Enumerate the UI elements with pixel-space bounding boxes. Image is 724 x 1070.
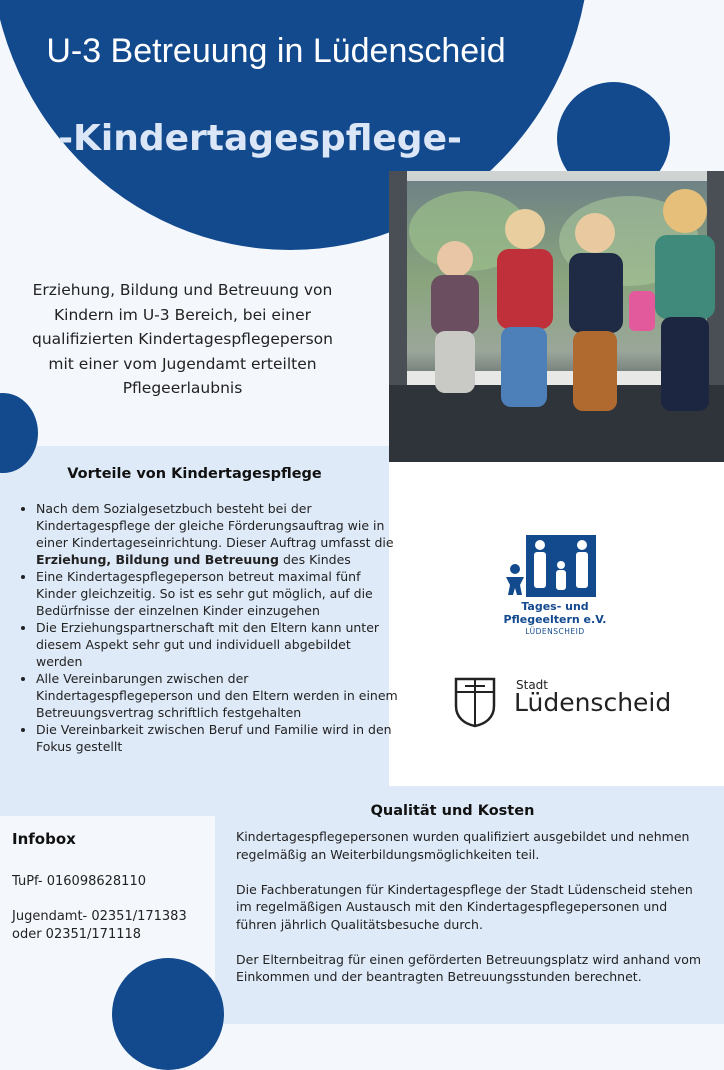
quality-paragraph: Kindertagespflegepersonen wurden qualifiziert ausgebildet und nehmen regelmäßig an Weiterbildungsmöglichkeiten teil. (236, 829, 690, 862)
children-photo-illustration (389, 171, 724, 462)
list-item-bold: Erziehung, Bildung und Betreuung (36, 552, 279, 567)
tpe-logo-line2: Pflegeeltern e.V. (503, 613, 607, 626)
vorteile-heading: Vorteile von Kindertagespflege (67, 466, 322, 482)
list-item-text: des Kindes (279, 552, 351, 567)
list-item: • Die Vereinbarkeit zwischen Beruf und Familie wird in den Fokus gestellt (36, 721, 398, 755)
page-title: U-3 Betreuung in Lüdenscheid (46, 32, 506, 70)
tpe-logo-text (470, 600, 640, 626)
page-subtitle: -Kindertagespflege- (58, 118, 462, 159)
quality-paragraph: Der Elternbeitrag für einen geförderten Betreuungsplatz wird anhand vom Einkommen und der beantragten Betreuungsstunden berechnet. (236, 951, 702, 984)
tupf-phone: TuPf- 016098628110 (12, 874, 146, 889)
list-item-text: Nach dem Sozialgesetzbuch besteht bei der Kindertagespflege der gleiche Förderungsauftrag wie in einer Kindertageseinrichtung. Dieser Auftrag umfasst die (36, 501, 394, 550)
crest-icon (453, 676, 497, 728)
infobox-heading: Infobox (12, 830, 76, 848)
list-item (36, 500, 398, 568)
stadt-logo-small-text: Stadt (516, 678, 548, 692)
list-item: • Die Erziehungspartnerschaft mit den Eltern kann unter diesem Aspekt sehr gut und individuell abgebildet werden (36, 619, 398, 670)
quality-heading: Qualität und Kosten (370, 803, 535, 819)
intro-text: Erziehung, Bildung und Betreuung von Kindern im U-3 Bereich, bei einer qualifizierten Kindertagespflegeperson mit einer vom Jugendamt erteilten Pflegeerlaubnis (32, 281, 333, 397)
quality-text (236, 828, 706, 1003)
stadt-logo-name: Lüdenscheid (514, 688, 672, 717)
stadt-crest-icon (453, 676, 497, 728)
children-photo (389, 171, 724, 462)
jugendamt-phone-alt: oder 02351/171118 (12, 927, 142, 942)
tpe-logo-line1: Tages- und (521, 600, 589, 613)
jugendamt-phone: Jugendamt- 02351/171383 (12, 909, 187, 924)
quality-paragraph: Die Fachberatungen für Kindertagespflege der Stadt Lüdenscheid stehen im regelmäßigen Austausch mit den Kindertagespflegepersonen und führen jährlich Qualitätsbesuche durch. (236, 881, 693, 932)
vorteile-list (14, 500, 398, 755)
tpe-logo-subtitle: LÜDENSCHEID (525, 627, 585, 636)
list-item: • Eine Kindertagespflegeperson betreut maximal fünf Kinder gleichzeitig. So ist es sehr gut möglich, auf die Bedürfnisse der einzelnen Kinder einzugehen (36, 568, 398, 619)
family-icon (496, 533, 616, 603)
decor-circle-bottom (112, 958, 224, 1070)
list-item: • Alle Vereinbarungen zwischen der Kindertagespflegeperson und den Eltern werden in einem Betreuungsvertrag schriftlich festgehalten (36, 670, 398, 721)
